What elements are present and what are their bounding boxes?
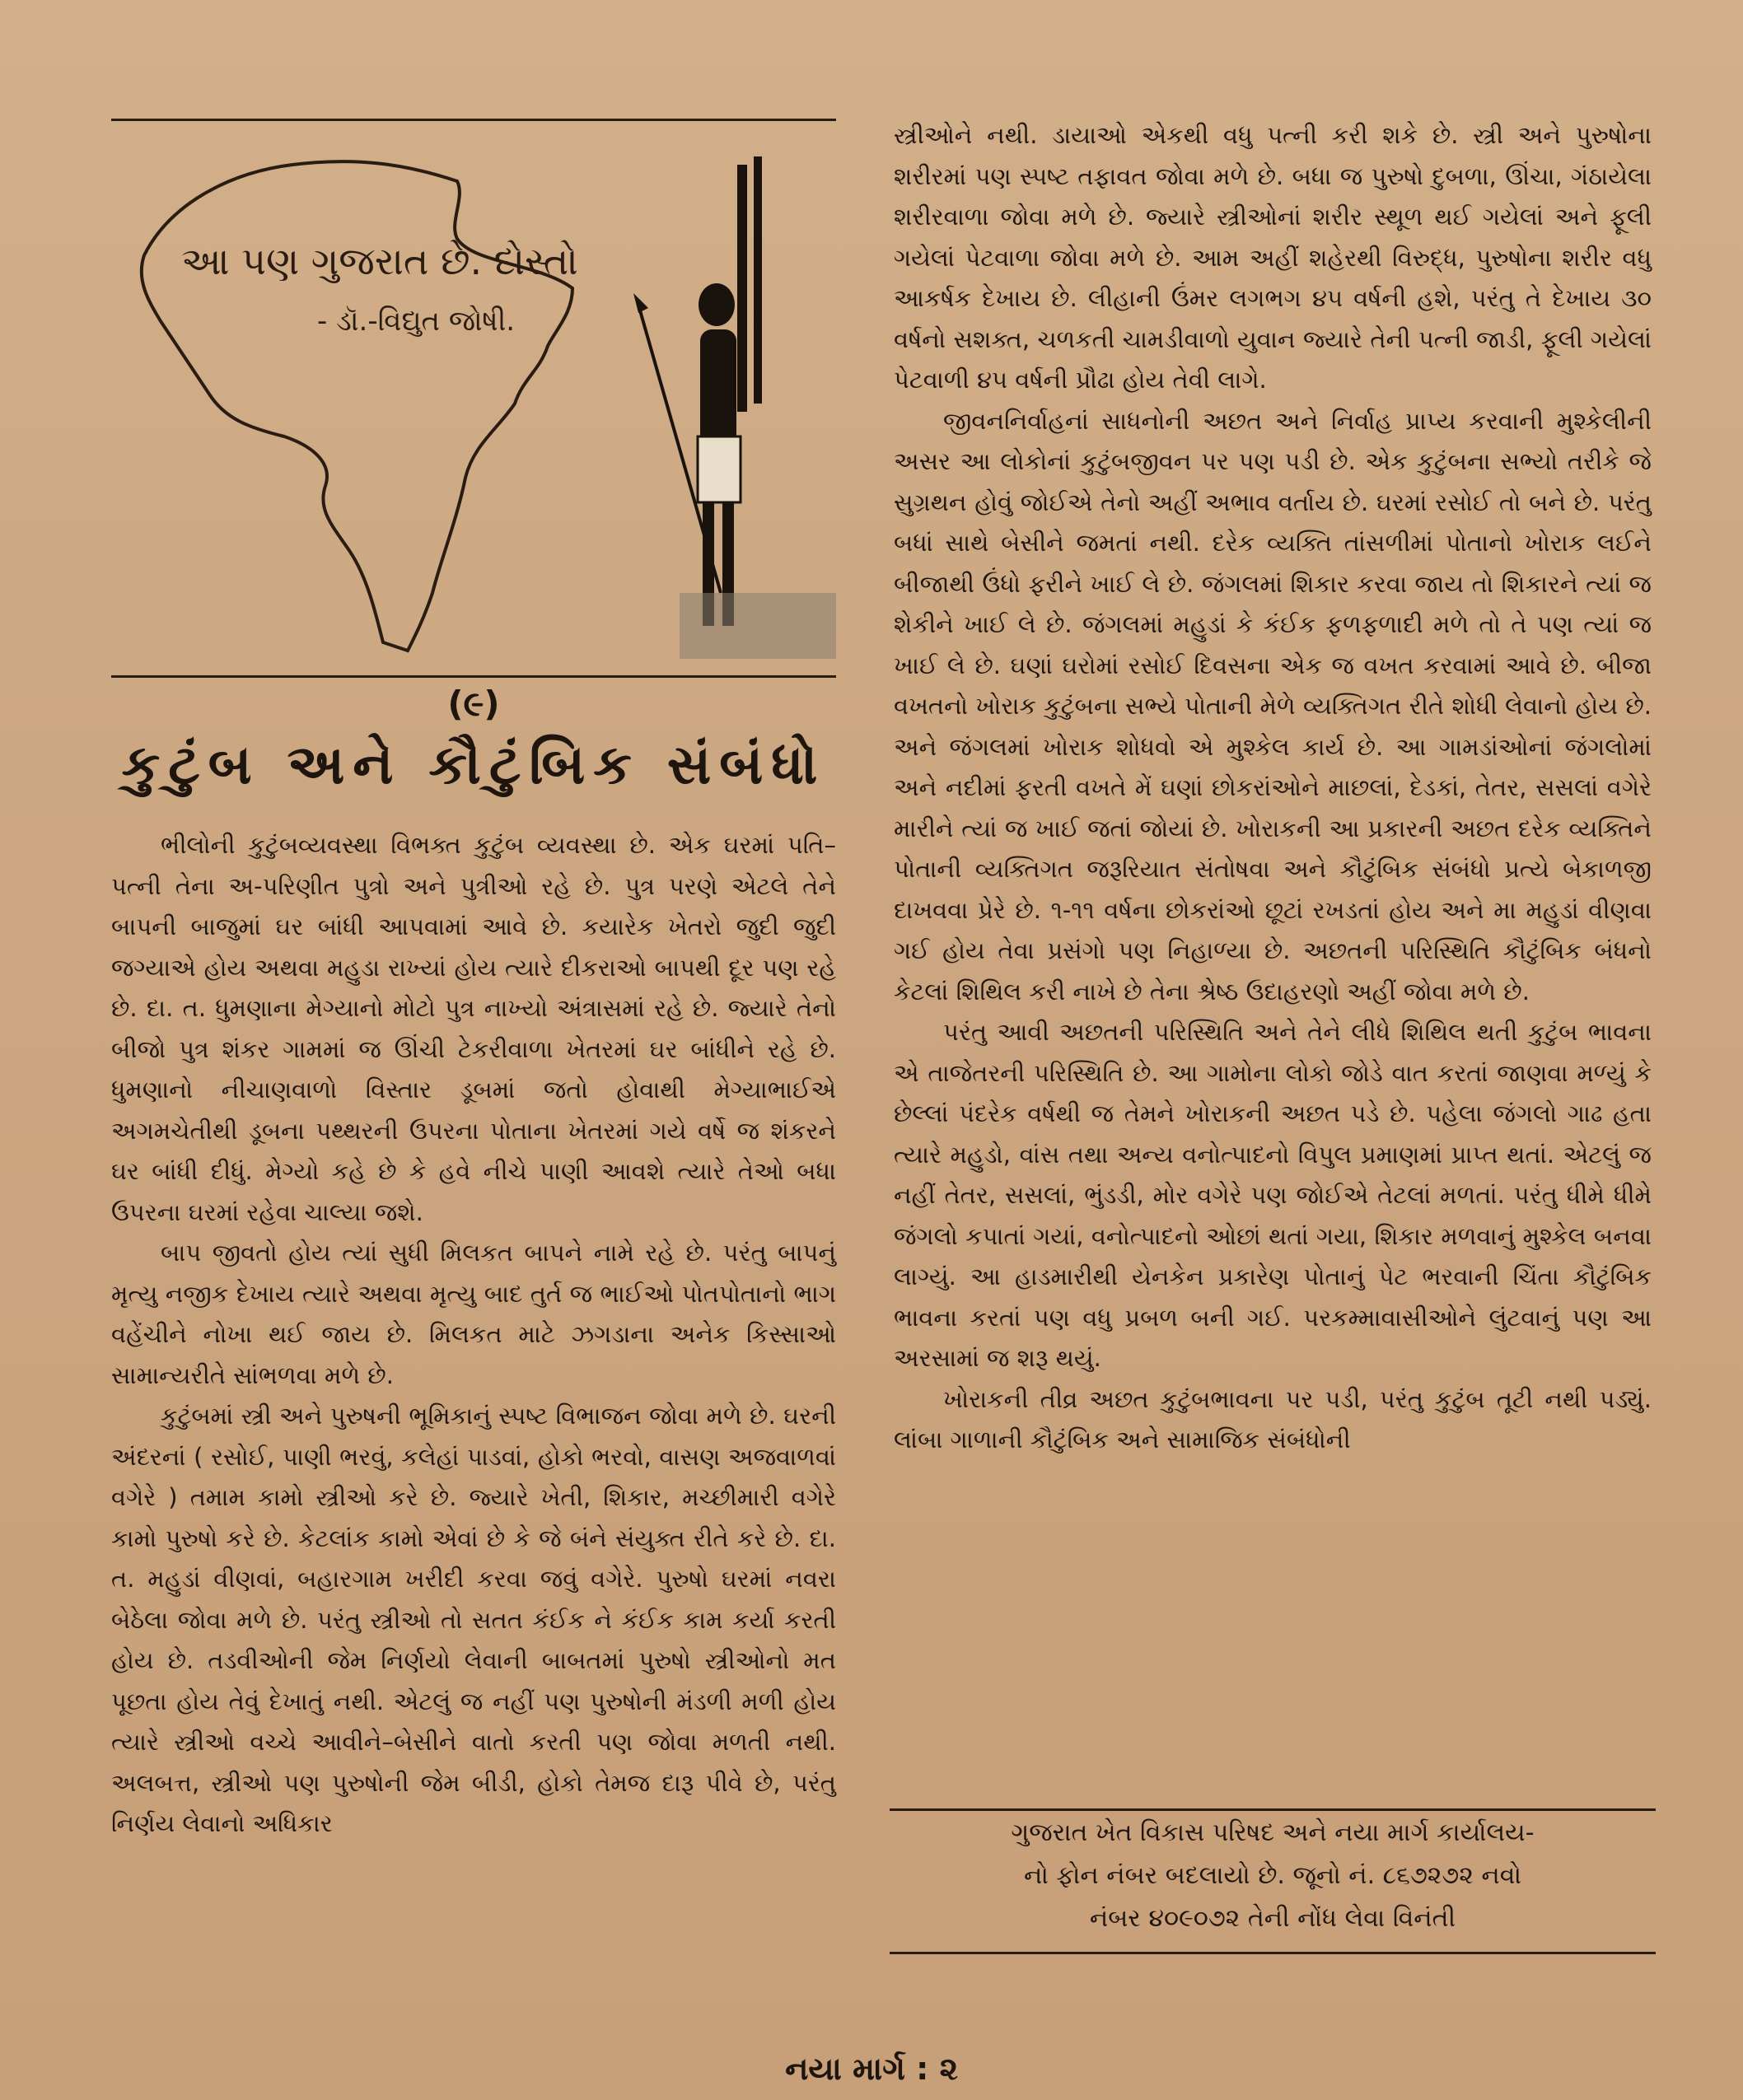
notice-line-1: ગુજરાત ખેત વિકાસ પરિષદ અને નયા માર્ગ કાર્યાલય- [1011, 1818, 1535, 1847]
left-column [111, 825, 836, 1845]
gujarat-map-illustration [111, 132, 836, 659]
chapter-title: કુટુંબ અને કૌટુંબિક સંબંધો [121, 733, 826, 796]
right-paragraph-2: જીવનનિર્વાહનાં સાધનોની અછત અને નિર્વાહ પ્રાપ્ય કરવાની મુશ્કેલીની અસર આ લોકોનાં કુટુંબજીવન પર પણ પડી છે. એક કુટુંબના સભ્યો તરીકે જે સુગ્રથન હોવું જોઈએ તેનો અહીં અભાવ વર્તાય છે. ઘરમાં રસોઈ તો બને છે. પરંતુ બધાં સાથે બેસીને જમતાં નથી. દરેક વ્યક્તિ તાંસળીમાં પોતાનો ખોરાક લઈને બીજાથી ઉંધો ફરીને ખાઈ લે છે. જંગલમાં શિકાર કરવા જાય તો શિકારને ત્યાં જ શેકીને ખાઈ લે છે. જંગલમાં મહુડાં કે કંઈક ફળફળાદી મળે તો તે પણ ત્યાં જ ખાઈ લે છે. ઘણાં ઘરોમાં રસોઈ દિવસના એક જ વખત કરવામાં આવે છે. બીજા વખતનો ખોરાક કુટુંબના સભ્યે પોતાની મેળે વ્યક્તિગત રીતે શોધી લેવાનો હોય છે. અને જંગલમાં ખોરાક શોધવો એ મુશ્કેલ કાર્ય છે. આ ગામડાંઓનાં જંગલોમાં અને નદીમાં ફરતી વખતે મેં ઘણાં છોકરાંઓને માછલાં, દેડકાં, તેતર, સસલાં વગેરે મારીને ત્યાં જ ખાઈ જતાં જોયાં છે. ખોરાકની આ પ્રકારની અછત દરેક વ્યક્તિને પોતાની વ્યક્તિગત જરૂરિયાત સંતોષવા અને કૌટુંબિક સંબંધો પ્રત્યે બેકાળજી દાખવવા પ્રેરે છે. ૧-૧૧ વર્ષના છોકરાંઓ છૂટાં રખડતાં હોય અને મા મહુડાં વીણવા ગઈ હોય તેવા પ્રસંગો પણ નિહાળ્યા છે. અછતની પરિસ્થિતિ કૌટુંબિક બંધનો કેટલાં શિથિલ કરી નાખે છે તેના શ્રેષ્ઠ ઉદાહરણો અહીં જોવા મળે છે. [894, 406, 1652, 1006]
notice-line-2: નો ફોન નંબર બદલાયો છે. જૂનો નં. ૮૬૭૨૭૨ નવો [1024, 1861, 1521, 1890]
notice-bottom-rule [890, 1952, 1656, 1954]
figure-top-rule [111, 119, 836, 121]
figure-illustration [111, 132, 836, 659]
figure-title: આ પણ ગુજરાત છે. દોસ્તો [181, 239, 578, 283]
figure-bottom-rule [111, 675, 836, 678]
right-column [894, 115, 1652, 1461]
map-outline [142, 161, 572, 651]
left-paragraph-3: કુટુંબમાં સ્ત્રી અને પુરુષની ભૂમિકાનું સ્પષ્ટ વિભાજન જોવા મળે છે. ઘરની અંદરનાં ( રસોઈ, પાણી ભરવું, કલેહાં પાડવાં, હોકો ભરવો, વાસણ અજવાળવાં વગેરે ) તમામ કામો સ્ત્રીઓ કરે છે. જ્યારે ખેતી, શિકાર, મચ્છીમારી વગેરે કામો પુરુષો કરે છે. કેટલાંક કામો એવાં છે કે જે બંને સંયુક્ત રીતે કરે છે. દા. ત. મહુડાં વીણવાં, બહારગામ ખરીદી કરવા જવું વગેરે. પુરુષો ઘરમાં નવરા બેઠેલા જોવા મળે છે. પરંતુ સ્ત્રીઓ તો સતત કંઈક ને કંઈક કામ કર્યા કરતી હોય છે. તડવીઓની જેમ નિર્ણયો લેવાની બાબતમાં પુરુષો સ્ત્રીઓનો મત પૂછતા હોય તેવું દેખાતું નથી. એટલું જ નહીં પણ પુરુષોની મંડળી મળી હોય ત્યારે સ્ત્રીઓ વચ્ચે આવીને–બેસીને વાતો કરતી પણ જોવા મળતી નથી. અલબત્ત, સ્ત્રીઓ પણ પુરુષોની જેમ બીડી, હોકો તેમજ દારૂ પીવે છે, પરંતુ નિર્ણય લેવાનો અધિકાર [111, 1402, 836, 1837]
tribal-man-figure [633, 156, 836, 659]
chapter-number: (૯) [447, 684, 500, 724]
notice-line-3: નંબર ૪૦૯૦૭૨ તેની નોંધ લેવા વિનંતી [1089, 1904, 1456, 1933]
left-paragraph-1: ભીલોની કુટુંબવ્યવસ્થા વિભક્ત કુટુંબ વ્યવસ્થા છે. એક ઘરમાં પતિ–પત્ની તેના અ-પરિણીત પુત્રો અને પુત્રીઓ રહે છે. પુત્ર પરણે એટલે તેને બાપની બાજુમાં ઘર બાંધી આપવામાં આવે છે. કયારેક ખેતરો જુદી જુદી જગ્યાએ હોય અથવા મહુડા રાખ્યાં હોય ત્યારે દીકરાઓ બાપથી દૂર પણ રહે છે. દા. ત. ધુમણાના મેગ્યાનો મોટો પુત્ર નાખ્યો અંત્રાસમાં રહે છે. જ્યારે તેનો બીજો પુત્ર શંકર ગામમાં જ ઊંચી ટેકરીવાળા ખેતરમાં ઘર બાંધીને રહે છે. ધુમણાનો નીચાણવાળો વિસ્તાર ડૂબમાં જતો હોવાથી મેગ્યાભાઈએ અગમચેતીથી ડૂબના પથ્થરની ઉપરના પોતાના ખેતરમાં ગયે વર્ષે જ શંકરને ઘર બાંધી દીધું. મેગ્યો કહે છે કે હવે નીચે પાણી આવશે ત્યારે તેઓ બધા ઉપરના ઘરમાં રહેવા ચાલ્યા જશે. [111, 831, 836, 1226]
right-paragraph-4: ખોરાકની તીવ્ર અછત કુટુંબભાવના પર પડી, પરંતુ કુટુંબ તૂટી નથી પડ્યું. લાંબા ગાળાની કૌટુંબિક અને સામાજિક સંબંધોની [894, 1384, 1652, 1454]
right-paragraph-3: પરંતુ આવી અછતની પરિસ્થિતિ અને તેને લીધે શિથિલ થતી કુટુંબ ભાવના એ તાજેતરની પરિસ્થિતિ છે. આ ગામોના લોકો જોડે વાત કરતાં જાણવા મળ્યું કે છેલ્લાં પંદરેક વર્ષથી જ તેમને ખોરાકની અછત પડે છે. પહેલા જંગલો ગાઢ હતા ત્યારે મહુડો, વાંસ તથા અન્ય વનોત્પાદનો વિપુલ પ્રમાણમાં પ્રાપ્ત થતાં. એટલું જ નહીં તેતર, સસલાં, ભુંડડી, મોર વગેરે પણ જોઈએ તેટલાં મળતાં. પરંતુ ધીમે ધીમે જંગલો કપાતાં ગયાં, વનોત્પાદનો ઓછાં થતાં ગયા, શિકાર મળવાનું મુશ્કેલ બનવા લાગ્યું. આ હાડમારીથી યેનકેન પ્રકારેણ પોતાનું પેટ ભરવાની ચિંતા કૌટુંબિક ભાવના કરતાં પણ વધુ પ્રબળ બની ગઈ. પરકમ્માવાસીઓને લુંટવાનું પણ આ અરસામાં જ શરૂ થયું. [894, 1018, 1652, 1372]
left-paragraph-2: બાપ જીવતો હોય ત્યાં સુધી મિલકત બાપને નામે રહે છે. પરંતુ બાપનું મૃત્યુ નજીક દેખાય ત્યારે અથવા મૃત્યુ બાદ તુર્ત જ ભાઈઓ પોતપોતાનો ભાગ વહેંચીને નોખા થઈ જાય છે. મિલકત માટે ઝગડાના અનેક કિસ્સાઓ સામાન્યરીતે સાંભળવા મળે છે. [111, 1239, 836, 1389]
page-footer: નયા માર્ગ : ૨ [785, 2051, 958, 2087]
right-paragraph-1: સ્ત્રીઓને નથી. ડાયાઓ એકથી વધુ પત્ની કરી શકે છે. સ્ત્રી અને પુરુષોના શરીરમાં પણ સ્પષ્ટ તફાવત જોવા મળે છે. બધા જ પુરુષો દુબળા, ઊંચા, ગંઠાયેલા શરીરવાળા જોવા મળે છે. જ્યારે સ્ત્રીઓનાં શરીર સ્થૂળ થઈ ગયેલાં અને ફૂલી ગયેલાં પેટવાળા જોવા મળે છે. આમ અહીં શહેરથી વિરુદ્ધ, પુરુષોના શરીર વધુ આકર્ષક દેખાય છે. લીહાની ઉંમર લગભગ ૪૫ વર્ષની હશે, પરંતુ તે દેખાય ૩૦ વર્ષનો સશક્ત, ચળકતી ચામડીવાળો યુવાન જ્યારે તેની પત્ની જાડી, ફૂલી ગયેલાં પેટવાળી ૪૫ વર્ષની પ્રૌઢા હોય તેવી લાગે. [894, 121, 1652, 394]
phone-change-notice [890, 1812, 1656, 1940]
figure-author: - ડૉ.-વિદ્યુત જોષી. [317, 305, 516, 338]
notice-top-rule [890, 1808, 1656, 1811]
